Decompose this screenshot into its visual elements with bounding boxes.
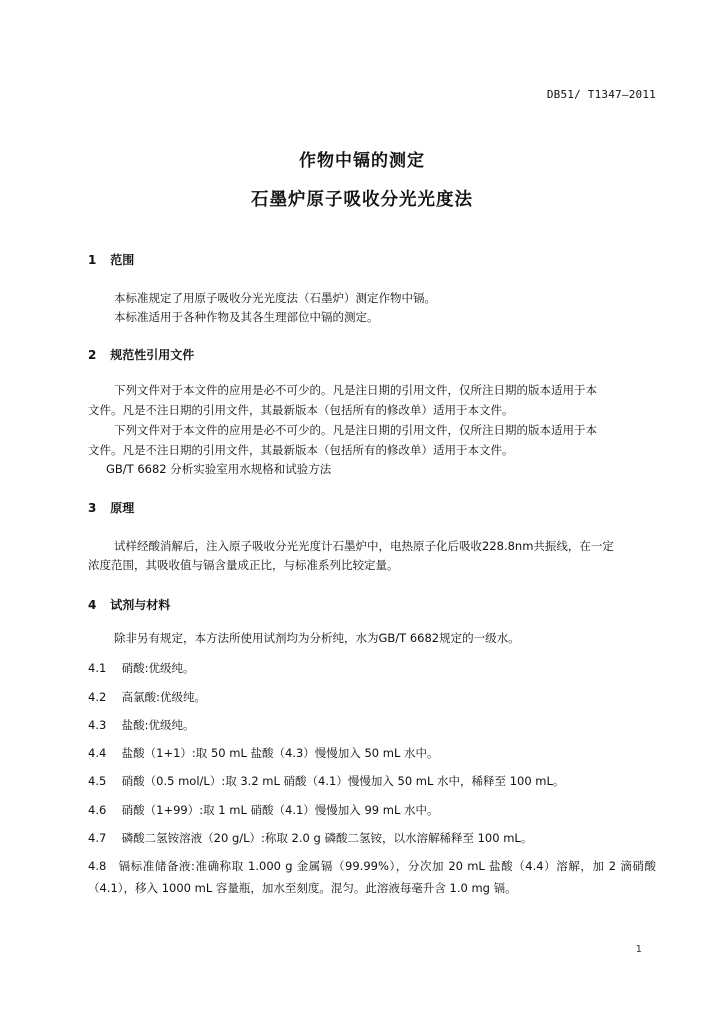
section-2-para-2-line-2: 文件。凡是不注日期的引用文件，其最新版本（包括所有的修改单）适用于本文件。 [88,443,514,457]
item-text: 盐酸（1+1）:取 50 mL 盐酸（4.3）慢慢加入 50 mL 水中。 [121,746,439,760]
page-number: 1 [635,944,642,955]
item-text: 镉标准储备液:准确称取 1.000 g 金属镉（99.99%），分次加 20 mL 盐酸（4.4）溶解，加 2 滴硝酸（4.1），移入 1000 mL 容量瓶，加水至刻度。混匀。此溶液每毫升含 1.0 mg 镉。 [88,859,656,895]
list-item-4-2 [88,689,206,705]
item-number: 4.8 [88,859,107,873]
section-number: 1 [88,253,97,267]
list-item-4-5 [88,773,564,789]
list-item-4-3 [88,717,195,733]
section-title: 范围 [110,253,135,267]
section-title: 规范性引用文件 [110,348,195,362]
section-number: 2 [88,348,97,362]
section-4-heading [88,596,170,613]
item-text: 盐酸:优级纯。 [121,718,195,732]
item-text: 磷酸二氢铵溶液（20 g/L）:称取 2.0 g 磷酸二氢铵，以水溶解稀释至 100 mL。 [121,831,533,845]
item-text: 硝酸（1+99）:取 1 mL 硝酸（4.1）慢慢加入 99 mL 水中。 [121,803,439,817]
item-number: 4.4 [88,746,107,760]
item-number: 4.2 [88,690,107,704]
section-2-para-1-line-1: 下列文件对于本文件的应用是必不可少的。凡是注日期的引用文件，仅所注日期的版本适用于本 [114,383,597,397]
section-3-line-2: 浓度范围，其吸收值与镉含量成正比，与标准系列比较定量。 [88,558,399,572]
item-text: 硝酸（0.5 mol/L）:取 3.2 mL 硝酸（4.1）慢慢加入 50 mL 水中，稀释至 100 mL。 [121,774,565,788]
list-item-4-7 [88,830,532,846]
section-1-para-2: 本标准适用于各种作物及其各生理部位中镉的测定。 [114,310,379,324]
item-text: 高氯酸:优级纯。 [121,690,207,704]
section-3-line-1: 试样经酸消解后，注入原子吸收分光光度计石墨炉中，电热原子化后吸收228.8nm共振线，在一定 [114,539,614,553]
list-item-4-8 [88,855,656,899]
item-number: 4.6 [88,803,107,817]
title-line-1: 作物中镉的测定 [299,151,425,171]
item-text: 硝酸:优级纯。 [121,661,195,675]
section-2-para-2-line-1: 下列文件对于本文件的应用是必不可少的。凡是注日期的引用文件，仅所注日期的版本适用于本 [114,423,597,437]
section-number: 4 [88,598,97,612]
section-2-para-1-line-2: 文件。凡是不注日期的引用文件，其最新版本（包括所有的修改单）适用于本文件。 [88,403,514,417]
section-title: 试剂与材料 [110,598,171,612]
section-1-para-1: 本标准规定了用原子吸收分光光度法（石墨炉）测定作物中镉。 [114,291,436,305]
item-number: 4.7 [88,831,107,845]
section-number: 3 [88,501,97,515]
section-3-heading [88,499,134,516]
list-item-4-4 [88,745,439,761]
standard-number: DB51/ T1347—2011 [546,88,656,101]
section-4-intro: 除非另有规定，本方法所使用试剂均为分析纯，水为GB/T 6682规定的一级水。 [114,631,520,645]
item-number: 4.3 [88,718,107,732]
section-title: 原理 [110,501,135,515]
item-number: 4.5 [88,774,107,788]
item-number: 4.1 [88,661,107,675]
list-item-4-6 [88,802,439,818]
list-item-4-1 [88,660,195,676]
title-line-2: 石墨炉原子吸收分光光度法 [251,190,473,210]
section-2-heading [88,346,194,363]
section-2-reference: GB/T 6682 分析实验室用水规格和试验方法 [106,462,332,476]
section-1-heading [88,251,134,268]
